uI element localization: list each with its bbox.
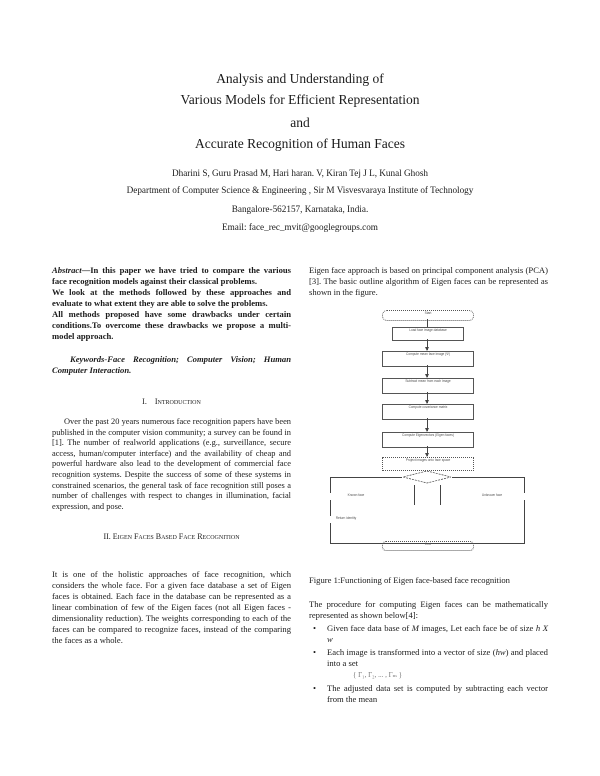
flowchart-connector (330, 477, 402, 478)
bullet-2: • Each image is transformed into a vector of size (hw) and placed into a set { Γ₁, Γ₂, ... , Γₘ } (309, 647, 548, 681)
section-2-heading: II. Eigen Faces Based Face Recognition (103, 532, 240, 542)
bullet-3: • The adjusted data set is computed by subtracting each vector from the mean (309, 683, 548, 705)
flowchart-box-3: Subtract mean from each image (382, 378, 474, 394)
right-column-intro: Eigen face approach is based on principal component analysis (PCA)[3]. The basic outline algorithm of Eigen faces can be represented as shown in the figure. (309, 265, 548, 297)
section-1-heading: I. Introduction (142, 397, 201, 406)
flowchart-connector (414, 485, 415, 505)
procedure-text: The procedure for computing Eigen faces can be mathematically represented as shown below[4]: (309, 599, 548, 620)
paper-title-line-1: Analysis and Understanding of (216, 71, 384, 86)
paper-title-line-3: and (290, 115, 310, 130)
affiliation: Department of Computer Science & Engineering , Sir M Visvesvaraya Institute of Technology (126, 185, 474, 195)
flowchart-box-4: Compute covariance matrix (382, 404, 474, 420)
flowchart-connector (452, 477, 524, 478)
flowchart-right-branch: Unknown face (452, 493, 532, 500)
flowchart-box-5: Compute Eigenvectors (Eigen faces) (382, 432, 474, 448)
flowchart-connector (330, 500, 331, 516)
set-formula: { Γ₁, Γ₂, ... , Γₘ } (353, 671, 403, 679)
left-column (52, 265, 291, 646)
email: Email: face_rec_mvit@googlegroups.com (222, 222, 378, 232)
flowchart-connector (330, 477, 331, 493)
bullet-1: • Given face data base of M images, Let each face be of size h X w (309, 623, 548, 645)
flowchart-box-2: Compute mean face image (Ψ) (382, 351, 474, 367)
flowchart-connector (427, 319, 428, 327)
flowchart-end: End (382, 541, 474, 551)
paper-title-line-2: Various Models for Efficient Representation (180, 92, 420, 107)
flowchart-box-1: Load face image database (392, 327, 464, 341)
flowchart-connector (330, 523, 331, 543)
abstract-p2: We look at the methods followed by these approaches and evaluate to what extent they are able to solve the problems. (52, 287, 291, 308)
flowchart-box-6: Project images onto face space (382, 457, 474, 471)
flowchart-decision (402, 470, 452, 484)
abstract-label: Abstract (52, 265, 82, 275)
abstract-p1: Abstract—In this paper we have tried to compare the various face recognition models against their classical problems. (52, 265, 291, 286)
authors: Dharini S, Guru Prasad M, Hari haran. V, Kiran Tej J L, Kunal Ghosh (171, 168, 429, 178)
flowchart-start: Start (382, 310, 474, 321)
flowchart-connector (524, 477, 525, 493)
flowchart-left-box-2: Return identity (316, 516, 376, 523)
abstract-p3: All methods proposed have some drawbacks under certain conditions.To overcome these drawbacks we propose a multi-model approach. (52, 309, 291, 341)
right-column-procedure (309, 599, 548, 707)
flowchart-connector (440, 485, 441, 505)
paper-title-line-4: Accurate Recognition of Human Faces (195, 136, 405, 151)
section-2-text: It is one of the holistic approaches of face recognition, which considers the whole face. For a given face database a set of Eigen faces is obtained. Each face in the database can be represented as a linear combination of few of the Eigen faces (not all Eigen faces - dimensionality reduction). The weights corresponding to each of the faces can be compared to recognize faces, instead of the comparing the faces as a whole. (52, 569, 291, 646)
flowchart-connector (524, 500, 525, 543)
keywords: Keywords-Face Recognition; Computer Vision; Human Computer Interaction. (52, 354, 291, 375)
flowchart-left-branch: Known face (316, 493, 396, 500)
address: Bangalore-562157, Karnataka, India. (231, 204, 369, 214)
section-1-text: Over the past 20 years numerous face recognition papers have been published in the computer vision community; a survey can be found in [1]. The number of realworld applications (e.g., surveillance, secure access, human/computer interface) and the availability of cheap and powerful hardware also lead to the development of commercial face recognition systems. Despite the success of some of these systems in constrained scenarios, the general task of face recognition still poses a number of challenges with respect to changes in illumination, facial expression, and pose. (52, 417, 291, 511)
flowchart-figure (312, 305, 548, 560)
figure-caption: Figure 1:Functioning of Eigen face-based face recognition (309, 575, 510, 585)
